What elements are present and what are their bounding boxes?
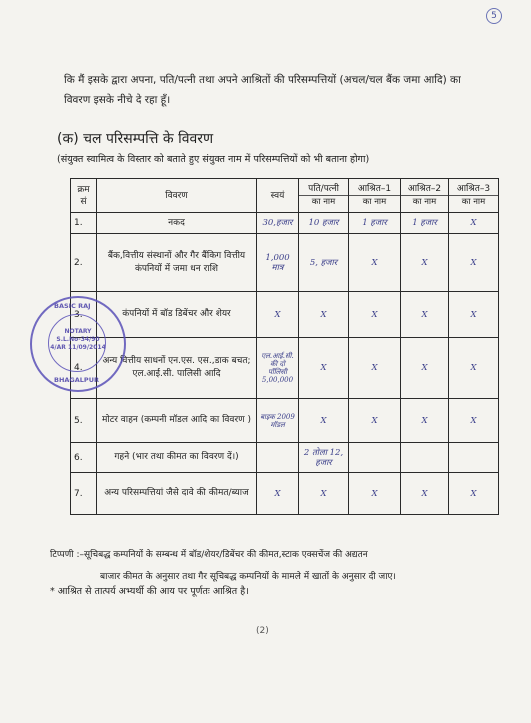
dependent1-value: X: [349, 473, 401, 515]
seal-city-text: BHAGALPUR: [54, 376, 99, 384]
header-dep2-top: आश्रित–2: [407, 184, 442, 194]
spouse-value: X: [299, 292, 349, 338]
header-dependent-3: [449, 179, 499, 213]
self-value: X: [257, 473, 299, 515]
spouse-value: 10 हजार: [299, 213, 349, 234]
dependent3-value: X: [449, 338, 499, 399]
row-number: 5.: [71, 399, 97, 443]
row-description: कंपनियों में बॉड डिबेंचर और शेयर: [97, 292, 257, 338]
row-number: 7.: [71, 473, 97, 515]
dependent2-value: X: [401, 234, 449, 292]
self-value: एल.आई.सी. की दो पॉलिसी 5,00,000: [257, 338, 299, 399]
self-value: 1,000 मात्र: [257, 234, 299, 292]
header-dep1-bottom: का नाम: [349, 195, 400, 208]
dependent-footnote: * आश्रित से तात्पर्य अभ्यर्थी की आय पर पूर्णतः आश्रित है।: [50, 586, 249, 597]
row-number: 2.: [71, 234, 97, 292]
seal-line2: S.L.No-34/90: [56, 336, 100, 343]
intro-paragraph: कि मैं इसके द्वारा अपना, पति/पत्नी तथा अपने आश्रितों की परिसम्पत्तियों (अचल/चल बैंक जमा आदि) का विवरण इसके नीचे दे रहा हूँ।: [64, 74, 461, 106]
row-description: अन्य वित्तीय साधनों एन.एस. एस.,डाक बचत; एल.आई.सी. पालिसी आदि: [97, 338, 257, 399]
page-footer: (2): [256, 626, 269, 636]
spouse-value: 2 तोला 12, हजार: [299, 443, 349, 473]
seal-line3: 4/AR 11/09/2014: [50, 344, 106, 351]
dependent3-value: X: [449, 473, 499, 515]
header-dep2-bottom: का नाम: [401, 195, 448, 208]
self-value: 30,हजार: [257, 213, 299, 234]
dependent1-value: [349, 443, 401, 473]
table-row: [71, 213, 499, 234]
table-row: [71, 292, 499, 338]
note-line-1: टिप्पणी :–सूचिबद्ध कम्पनियों के सम्बन्ध में बॉड/शेयर/डिबेंचर की कीमत,स्टाक एक्सचेंज की अद्यतन: [50, 550, 368, 560]
table-header-row: [71, 179, 499, 213]
seal-ring-text: BASIC RAJ: [54, 302, 91, 310]
table-row: [71, 473, 499, 515]
dependent2-value: X: [401, 399, 449, 443]
page-number: 5: [486, 8, 502, 24]
dependent3-value: X: [449, 399, 499, 443]
seal-line1: NOTARY: [64, 328, 92, 335]
movable-assets-table: [70, 178, 499, 515]
self-value: [257, 443, 299, 473]
dependent1-value: X: [349, 234, 401, 292]
row-description: नकद: [97, 213, 257, 234]
dependent2-value: X: [401, 292, 449, 338]
dependent3-value: X: [449, 213, 499, 234]
self-value: बाइक 2009 मॉडल: [257, 399, 299, 443]
note-block: [50, 544, 510, 588]
seal-center-text: [50, 328, 106, 352]
dependent2-value: X: [401, 473, 449, 515]
spouse-value: X: [299, 338, 349, 399]
header-self: स्वयं: [257, 179, 299, 213]
table-row: [71, 443, 499, 473]
note-line-2: बाजार कीमत के अनुसार तथा गैर सूचिबद्ध कम्पनियों के मामले में खातों के अनुसार दी जाए।: [100, 572, 396, 582]
dependent2-value: 1 हजार: [401, 213, 449, 234]
dependent1-value: 1 हजार: [349, 213, 401, 234]
dependent3-value: X: [449, 234, 499, 292]
section-subtitle: (संयुक्त स्वामित्व के विस्तार को बताते हुए संयुक्त नाम में परिसम्पत्तियों को भी बताना होगा): [57, 154, 370, 165]
spouse-value: X: [299, 473, 349, 515]
dependent1-value: X: [349, 399, 401, 443]
row-number: 4.: [71, 338, 97, 399]
dependent1-value: X: [349, 292, 401, 338]
row-description: अन्य परिसम्पत्तियां जैसे दावे की कीमत/ब्याज: [97, 473, 257, 515]
table-row: [71, 338, 499, 399]
header-dependent-2: [401, 179, 449, 213]
spouse-value: X: [299, 399, 349, 443]
table-row: [71, 399, 499, 443]
dependent2-value: [401, 443, 449, 473]
notary-seal: [30, 296, 126, 392]
self-value: X: [257, 292, 299, 338]
header-description: विवरण: [97, 179, 257, 213]
row-number: 1.: [71, 213, 97, 234]
dependent1-value: X: [349, 338, 401, 399]
header-spouse-bottom: का नाम: [299, 195, 348, 208]
row-description: गहने (भार तथा कीमत का विवरण दें।): [97, 443, 257, 473]
row-number: 3.: [71, 292, 97, 338]
header-dep1-top: आश्रित–1: [357, 184, 392, 194]
dependent3-value: [449, 443, 499, 473]
row-description: बैंक,वित्तीय संस्थानों और गैर बैंकिग वित्तीय कंपनियों में जमा धन राशि: [97, 234, 257, 292]
table-row: [71, 234, 499, 292]
header-dependent-1: [349, 179, 401, 213]
row-number: 6.: [71, 443, 97, 473]
dependent2-value: X: [401, 338, 449, 399]
section-title: (क) चल परिसम्पत्ति के विवरण: [57, 131, 214, 147]
header-serial: क्रम सं: [71, 179, 97, 213]
header-spouse: [299, 179, 349, 213]
spouse-value: 5, हजार: [299, 234, 349, 292]
header-dep3-top: आश्रित–3: [456, 184, 491, 194]
header-spouse-top: पति/पत्नी: [308, 184, 339, 194]
header-dep3-bottom: का नाम: [449, 195, 498, 208]
dependent3-value: X: [449, 292, 499, 338]
row-description: मोटर वाहन (कम्पनी मॉडल आदि का विवरण ): [97, 399, 257, 443]
